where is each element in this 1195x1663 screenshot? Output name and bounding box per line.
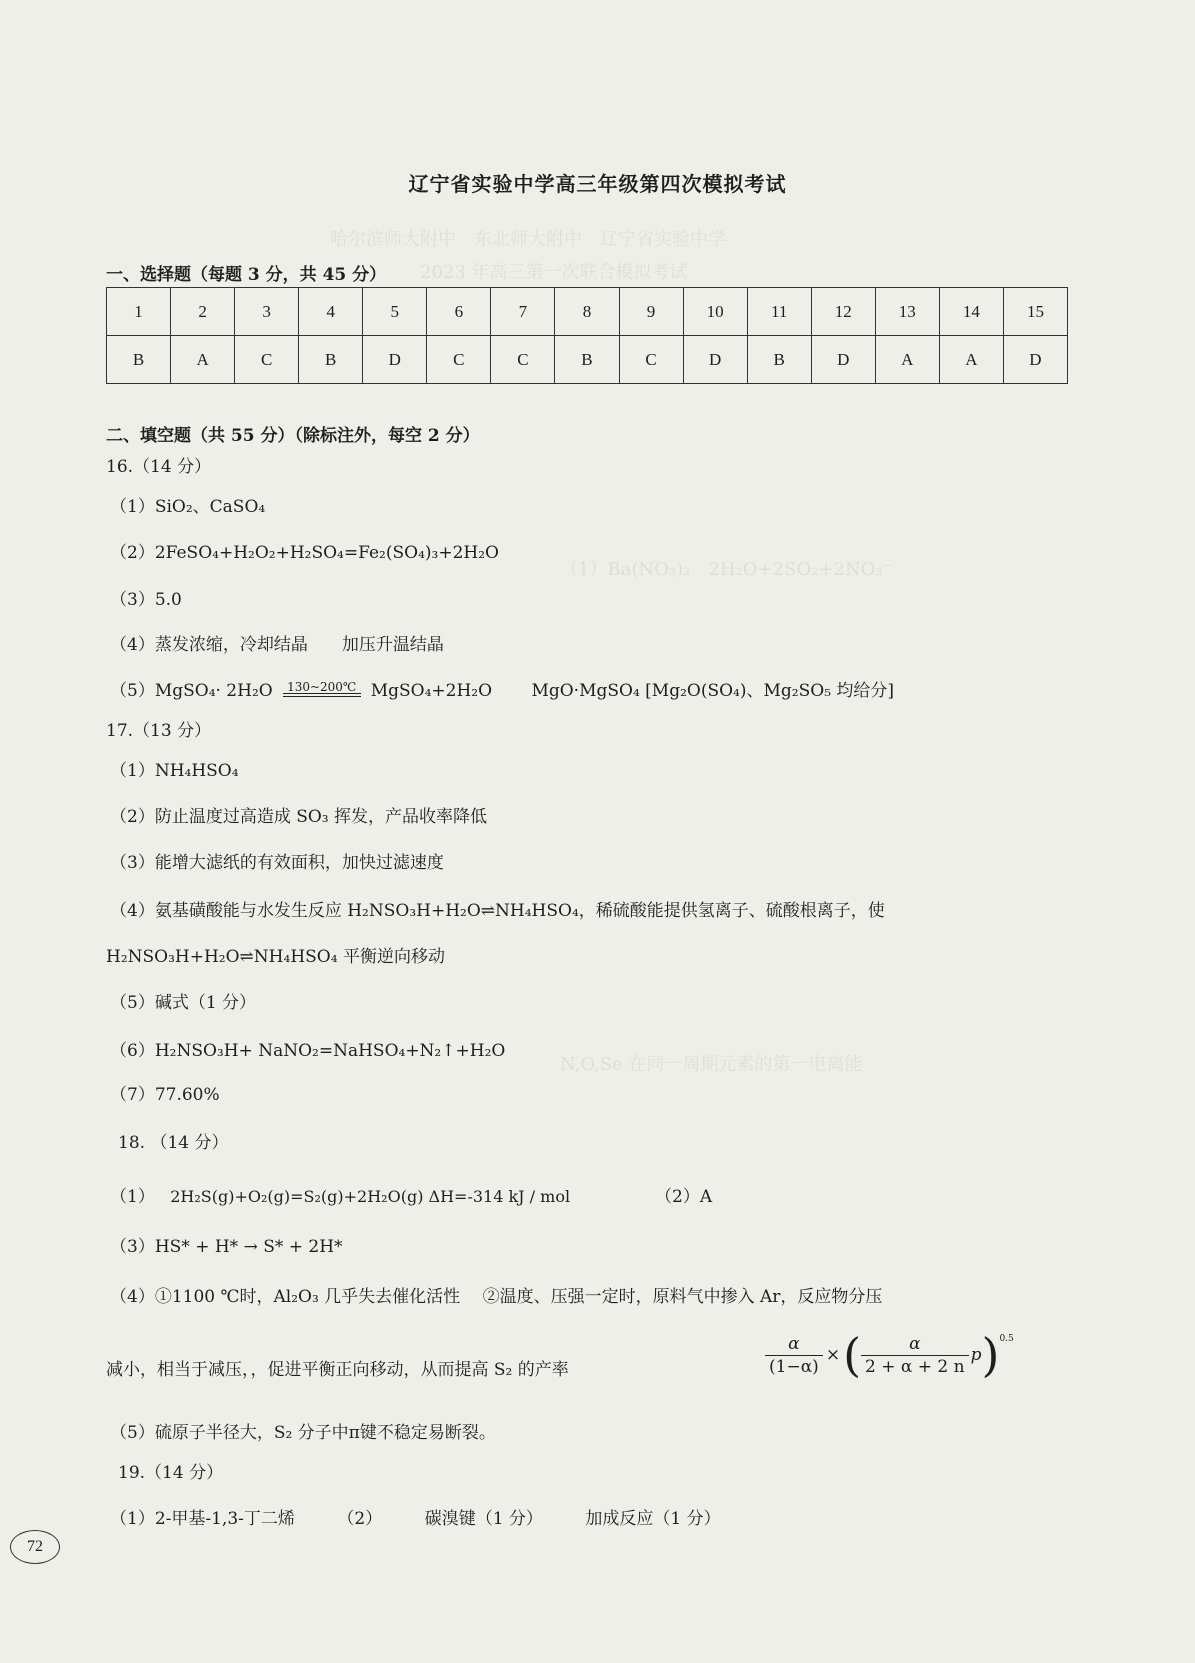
page-title: 辽宁省实验中学高三年级第四次模拟考试 — [408, 172, 787, 196]
q16-answer-5-reactant: （5）MgSO₄· 2H₂O — [110, 681, 273, 701]
question-number-cell: 10 — [683, 288, 747, 336]
q17-answer-2: （2）防止温度过高造成 SO₃ 挥发，产品收率降低 — [110, 807, 488, 827]
q16-answer-5 — [110, 676, 894, 701]
answer-table — [106, 287, 1068, 384]
reaction-condition-arrow — [283, 681, 361, 697]
bleed-through-text: 哈尔滨师大附中 东北师大附中 辽宁省实验中学 — [330, 229, 726, 250]
q19-header: 19.（14 分） — [118, 1463, 224, 1483]
bleed-through-text: N,O,Se 在同一周期元素的第一电离能 — [560, 1054, 863, 1075]
q18-header: 18. （14 分） — [118, 1133, 229, 1153]
question-number-cell: 14 — [939, 288, 1003, 336]
answer-cell: C — [427, 336, 491, 384]
q17-answer-3: （3）能增大滤纸的有效面积，加快过滤速度 — [110, 853, 444, 873]
page-number-badge: 72 — [10, 1530, 60, 1564]
q16-header: 16.（14 分） — [106, 457, 212, 477]
bleed-through-text: （1）Ba(NO₃)₂ 2H₂O+2SO₂+2NO₃⁻ — [560, 559, 893, 580]
exponent: 0.5 — [999, 1334, 1014, 1344]
q17-answer-4-line2: H₂NSO₃H+H₂O⇌NH₄HSO₄ 平衡逆向移动 — [106, 947, 445, 967]
answer-row — [107, 336, 1068, 384]
q17-header: 17.（13 分） — [106, 721, 212, 741]
q17-answer-1: （1）NH₄HSO₄ — [110, 761, 239, 781]
left-paren-icon: ( — [843, 1328, 862, 1382]
answer-cell: A — [875, 336, 939, 384]
q18-answer-5: （5）硫原子半径大，S₂ 分子中π键不稳定易断裂。 — [110, 1423, 496, 1443]
q16-answer-4: （4）蒸发浓缩，冷却结晶 加压升温结晶 — [110, 635, 444, 655]
fraction-1 — [765, 1333, 823, 1378]
question-number-cell: 8 — [555, 288, 619, 336]
q19-answer-1: （1）2-甲基-1,3-丁二烯 （2） 碳溴键（1 分） 加成反应（1 分） — [110, 1509, 721, 1529]
q16-answer-1: （1）SiO₂、CaSO₄ — [110, 497, 266, 517]
q17-answer-5: （5）碱式（1 分） — [110, 993, 257, 1013]
answer-cell: D — [1003, 336, 1067, 384]
answer-cell: C — [235, 336, 299, 384]
right-paren-icon: ) — [981, 1328, 1000, 1382]
q18-answer-4-line1: （4）①1100 ℃时，Al₂O₃ 几乎失去催化活性 ②温度、压强一定时，原料气中掺入 Ar，反应物分压 — [110, 1287, 883, 1307]
question-number-cell: 9 — [619, 288, 683, 336]
question-number-cell: 12 — [811, 288, 875, 336]
times-sign: × — [825, 1345, 841, 1365]
fraction-1-denominator: (1−α) — [769, 1356, 819, 1377]
question-number-cell: 1 — [107, 288, 171, 336]
q16-answer-5-products: MgSO₄+2H₂O MgO·MgSO₄ [Mg₂O(SO₄)、Mg₂SO₅ 均给分] — [370, 681, 895, 701]
question-number-cell: 15 — [1003, 288, 1067, 336]
q18-answer-1-label: （1） — [110, 1187, 155, 1207]
answer-cell: B — [107, 336, 171, 384]
answer-cell: B — [747, 336, 811, 384]
question-number-cell: 2 — [171, 288, 235, 336]
q18-answer-2: （2）A — [655, 1187, 713, 1207]
fraction-2-numerator: α — [861, 1333, 969, 1356]
answer-cell: B — [555, 336, 619, 384]
thermochemical-equation: 2H₂S(g)+O₂(g)=S₂(g)+2H₂O(g) ΔH=-314 kJ / mol — [170, 1187, 571, 1206]
question-number-cell: 4 — [299, 288, 363, 336]
q17-answer-4-line1: （4）氨基磺酸能与水发生反应 H₂NSO₃H+H₂O⇌NH₄HSO₄，稀硫酸能提供氢离子、硫酸根离子，使 — [110, 901, 885, 921]
answer-cell: A — [939, 336, 1003, 384]
answer-cell: D — [811, 336, 875, 384]
section1-heading: 一、选择题（每题 3 分，共 45 分） — [106, 265, 387, 285]
fraction-2 — [861, 1333, 969, 1378]
question-number-row — [107, 288, 1068, 336]
fraction-1-numerator: α — [765, 1333, 823, 1356]
question-number-cell: 11 — [747, 288, 811, 336]
kp-formula — [765, 1328, 1014, 1382]
q18-answer-1 — [110, 1182, 570, 1207]
q18-answer-3: （3）HS* + H* → S* + 2H* — [110, 1237, 343, 1257]
q17-answer-7: （7）77.60% — [110, 1085, 220, 1105]
question-number-cell: 13 — [875, 288, 939, 336]
q16-answer-3: （3）5.0 — [110, 590, 182, 610]
q18-answer-4-line2: 减小，相当于减压，，促进平衡正向移动，从而提高 S₂ 的产率 — [106, 1360, 569, 1380]
question-number-cell: 6 — [427, 288, 491, 336]
answer-cell: A — [171, 336, 235, 384]
question-number-cell: 7 — [491, 288, 555, 336]
answer-cell: D — [683, 336, 747, 384]
answer-cell: D — [363, 336, 427, 384]
answer-cell: B — [299, 336, 363, 384]
q16-answer-2: （2）2FeSO₄+H₂O₂+H₂SO₄=Fe₂(SO₄)₃+2H₂O — [110, 543, 499, 563]
bleed-through-text: 2023 年高三第一次联合模拟考试 — [420, 262, 688, 283]
answer-cell: C — [491, 336, 555, 384]
section2-heading: 二、填空题（共 55 分）（除标注外，每空 2 分） — [106, 426, 480, 446]
reaction-condition-label: 130~200℃ — [287, 680, 357, 694]
answer-cell: C — [619, 336, 683, 384]
question-number-cell: 3 — [235, 288, 299, 336]
fraction-2-denominator: 2 + α + 2 n — [865, 1356, 965, 1377]
pressure-symbol: p — [970, 1345, 982, 1365]
question-number-cell: 5 — [363, 288, 427, 336]
q17-answer-6: （6）H₂NSO₃H+ NaNO₂=NaHSO₄+N₂↑+H₂O — [110, 1041, 506, 1061]
